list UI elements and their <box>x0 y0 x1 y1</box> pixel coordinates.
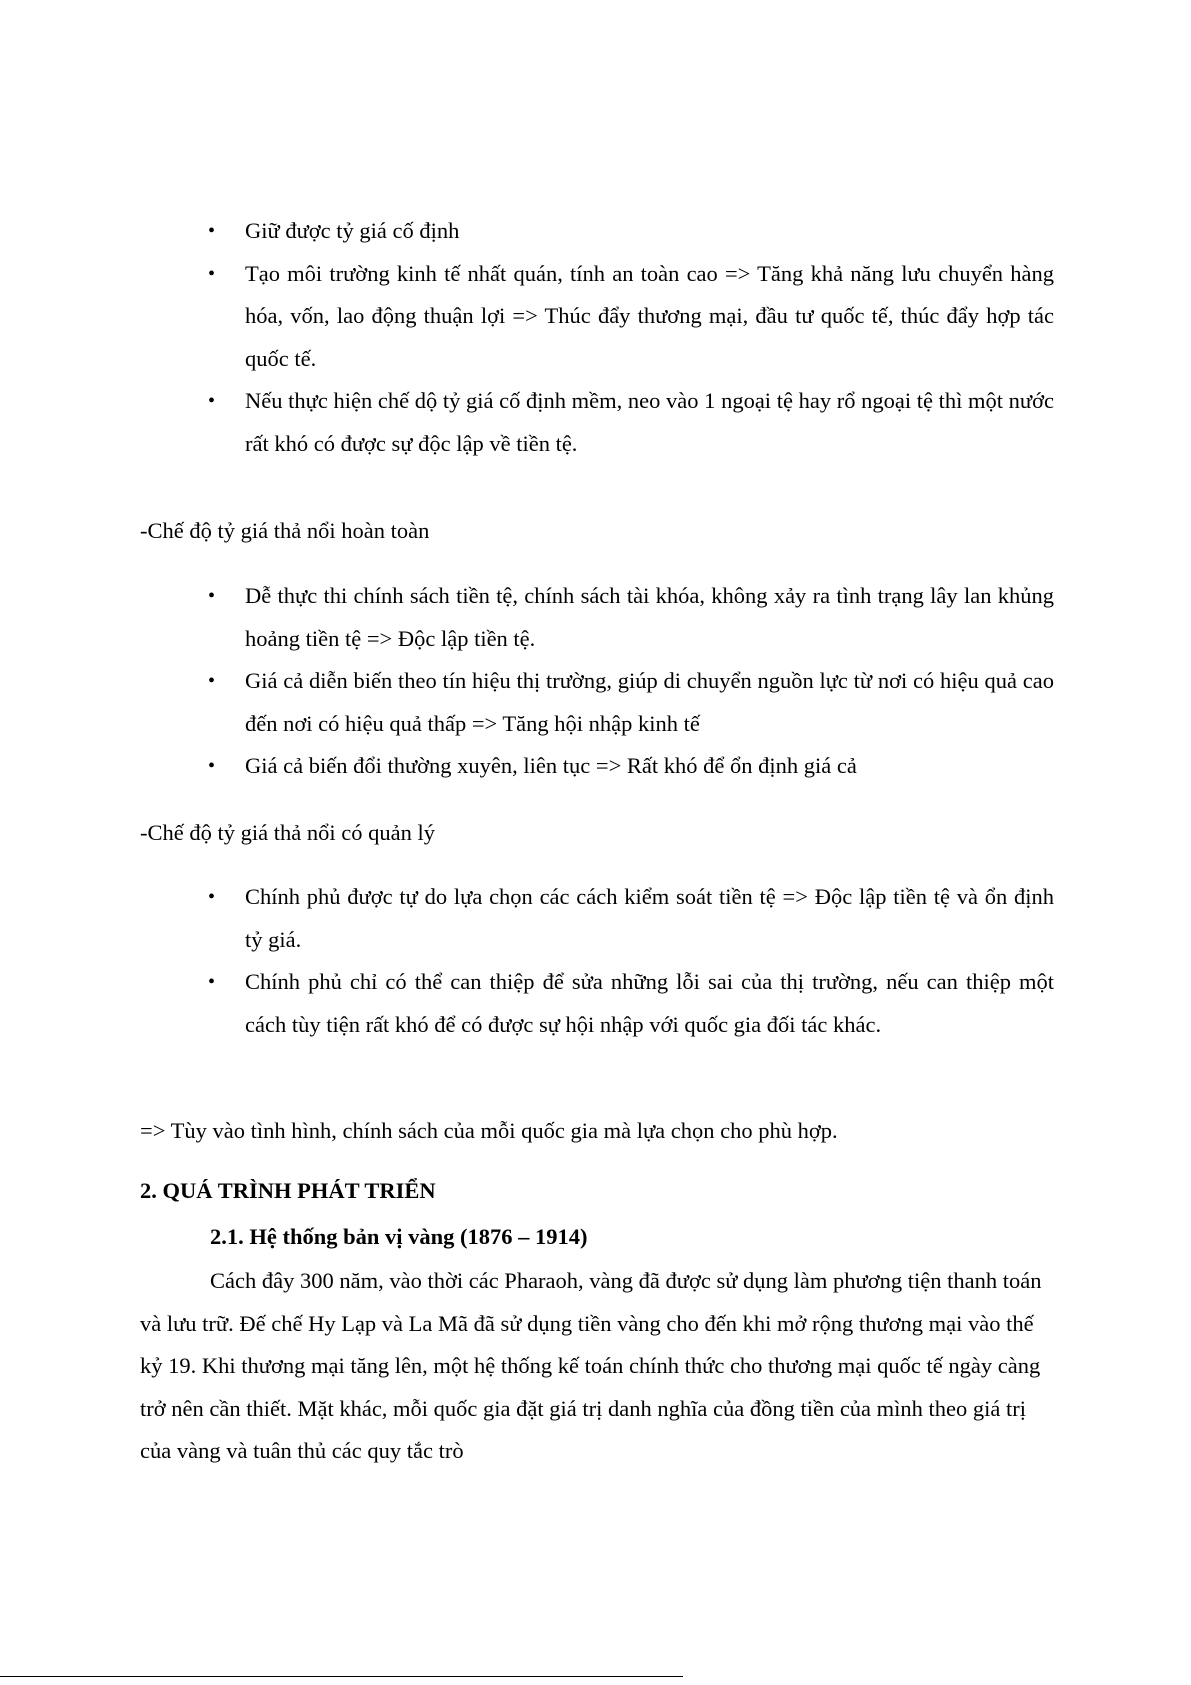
bullet-icon: • <box>208 220 216 242</box>
body-paragraph: Cách đây 300 năm, vào thời các Pharaoh, vàng đã được sử dụng làm phương tiện thanh toán và lưu trữ. Đế chế Hy Lạp và La Mã đã sử dụng tiền vàng cho đến khi mở rộng thương mại vào thế kỷ 19. Khi thương mại tăng lên, một hệ thống kế toán chính thức cho thương mại quốc tế ngày càng trở nên cần thiết. Mặt khác, mỗi quốc gia đặt giá trị danh nghĩa của đồng tiền của mình theo giá trị của vàng và tuân thủ các quy tắc trò <box>140 1268 1042 1463</box>
floating-rate-list <box>0 575 1191 788</box>
list-item: • Giá cả diễn biến theo tín hiệu thị trường, giúp di chuyển nguồn lực từ nơi có hiệu quả cao đến nơi có hiệu quả thấp => Tăng hội nhập kinh tế <box>0 660 1191 745</box>
list-item: • Giá cả biến đổi thường xuyên, liên tục => Rất khó để ổn định giá cả <box>0 745 1191 788</box>
section-heading: 2. QUÁ TRÌNH PHÁT TRIỂN <box>140 1178 436 1203</box>
bullet-icon: • <box>208 755 216 777</box>
subsection-heading: 2.1. Hệ thống bản vị vàng (1876 – 1914) <box>210 1224 588 1249</box>
footer-divider <box>0 1676 683 1677</box>
bullet-icon: • <box>208 585 216 607</box>
bullet-icon: • <box>208 390 216 412</box>
fixed-rate-list <box>0 210 1191 465</box>
list-item: • Chính phủ được tự do lựa chọn các cách kiểm soát tiền tệ => Độc lập tiền tệ và ổn định tỷ giá. <box>0 876 1191 961</box>
managed-regime-label: -Chế độ tỷ giá thả nổi có quản lý <box>140 820 435 845</box>
bullet-icon: • <box>208 670 216 692</box>
floating-regime-label: -Chế độ tỷ giá thả nổi hoàn toàn <box>140 518 430 543</box>
list-item: • Giữ được tỷ giá cố định <box>0 210 1191 253</box>
list-item: • Chính phủ chỉ có thể can thiệp để sửa những lỗi sai của thị trường, nếu can thiệp một cách tùy tiện rất khó để có được sự hội nhập với quốc gia đối tác khác. <box>0 961 1191 1046</box>
list-item: • Tạo môi trường kinh tế nhất quán, tính an toàn cao => Tăng khả năng lưu chuyển hàng hóa, vốn, lao động thuận lợi => Thúc đẩy thương mại, đầu tư quốc tế, thúc đẩy hợp tác quốc tế. <box>0 253 1191 381</box>
list-item: • Nếu thực hiện chế dộ tỷ giá cố định mềm, neo vào 1 ngoại tệ hay rổ ngoại tệ thì một nước rất khó có được sự độc lập về tiền tệ. <box>0 380 1191 465</box>
conclusion-paragraph: => Tùy vào tình hình, chính sách của mỗi quốc gia mà lựa chọn cho phù hợp. <box>140 1118 838 1143</box>
list-item: • Dễ thực thi chính sách tiền tệ, chính sách tài khóa, không xảy ra tình trạng lây lan khủng hoảng tiền tệ => Độc lập tiền tệ. <box>0 575 1191 660</box>
bullet-icon: • <box>208 971 216 993</box>
managed-rate-list <box>0 876 1191 1046</box>
bullet-icon: • <box>208 886 216 908</box>
bullet-icon: • <box>208 262 216 285</box>
